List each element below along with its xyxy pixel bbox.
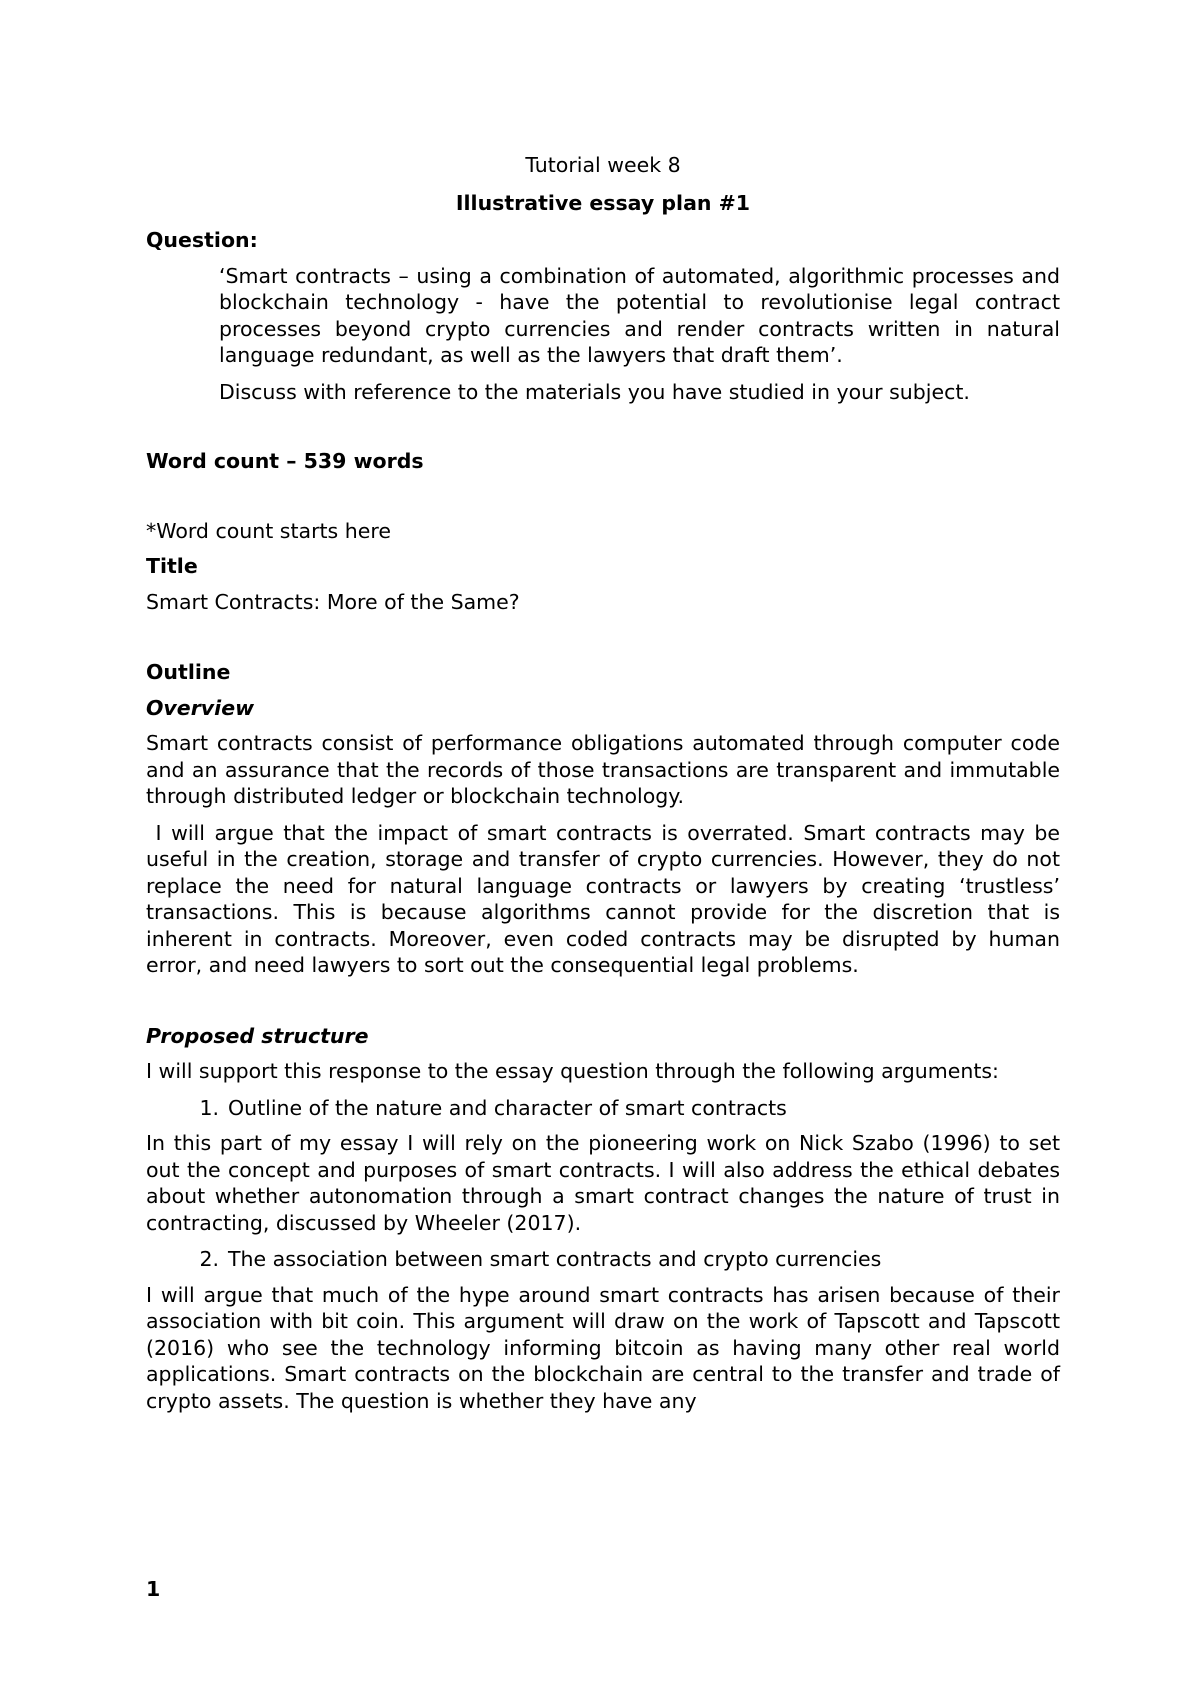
structure-intro: I will support this response to the essay question through the following arguments: — [146, 1059, 999, 1083]
document-subtitle: Illustrative essay plan #1 — [455, 190, 751, 215]
question-label: Question: — [146, 228, 258, 252]
question-instruction: Discuss with reference to the materials you have studied in your subject. — [219, 379, 970, 404]
overview-heading: Overview — [146, 695, 255, 720]
overview-paragraph-1: Smart contracts consist of performance obligations automated through computer code and an assurance that the records of those transactions are transparent and immutable through distributed ledger or blockchain technology. — [146, 731, 1060, 808]
structure-item — [184, 1095, 1060, 1122]
outline-heading: Outline — [146, 660, 231, 684]
structure-item-body: I will argue that much of the hype around smart contracts has arisen because of their association with bit coin. This argument will draw on the work of Tapscott and Tapscott (2016) who see the technology informing bitcoin as having many other real world applications. Smart contracts on the blockchain are central to the transfer and trade of crypto assets. The question is whether they have any — [146, 1282, 1060, 1413]
structure-heading: Proposed structure — [146, 1023, 369, 1048]
overview-paragraph-2: I will argue that the impact of smart contracts is overrated. Smart contracts may be useful in the creation, storage and transfer of crypto currencies. However, they do not replace the need for natural language contracts or lawyers by creating ‘trustless’ transactions. This is because algorithms cannot provide for the discretion that is inherent in contracts. Moreover, even coded contracts may be disrupted by human error, and need lawyers to sort out the consequential legal problems. — [146, 820, 1067, 977]
structure-item-label: Outline of the nature and character of smart contracts — [228, 1095, 787, 1120]
essay-title: Smart Contracts: More of the Same? — [146, 589, 520, 614]
structure-item-number: 1. — [199, 1095, 219, 1120]
word-count-label: Word count – 539 words — [146, 449, 424, 473]
page-number: 1 — [146, 1577, 161, 1601]
structure-item-number: 2. — [199, 1247, 219, 1271]
word-count-note: *Word count starts here — [146, 518, 391, 543]
question-quote: ‘Smart contracts – using a combination of automated, algorithmic processes and blockchain technology - have the potential to revolutionise legal contract processes beyond crypto currencies and render contracts written in natural language redundant, as well as the lawyers that draft them’. — [219, 263, 1060, 367]
structure-item-label: The association between smart contracts and crypto currencies — [228, 1247, 882, 1271]
structure-item-body: In this part of my essay I will rely on the pioneering work on Nick Szabo (1996) to set out the concept and purposes of smart contracts. I will also address the ethical debates about whether autonomation through a smart contract changes the nature of trust in contracting, discussed by Wheeler (2017). — [146, 1131, 1060, 1235]
title-label: Title — [146, 554, 198, 578]
question-block — [219, 263, 1060, 406]
document-title: Tutorial week 8 — [525, 153, 681, 177]
document-body — [146, 152, 1067, 1414]
structure-item — [184, 1246, 1060, 1273]
